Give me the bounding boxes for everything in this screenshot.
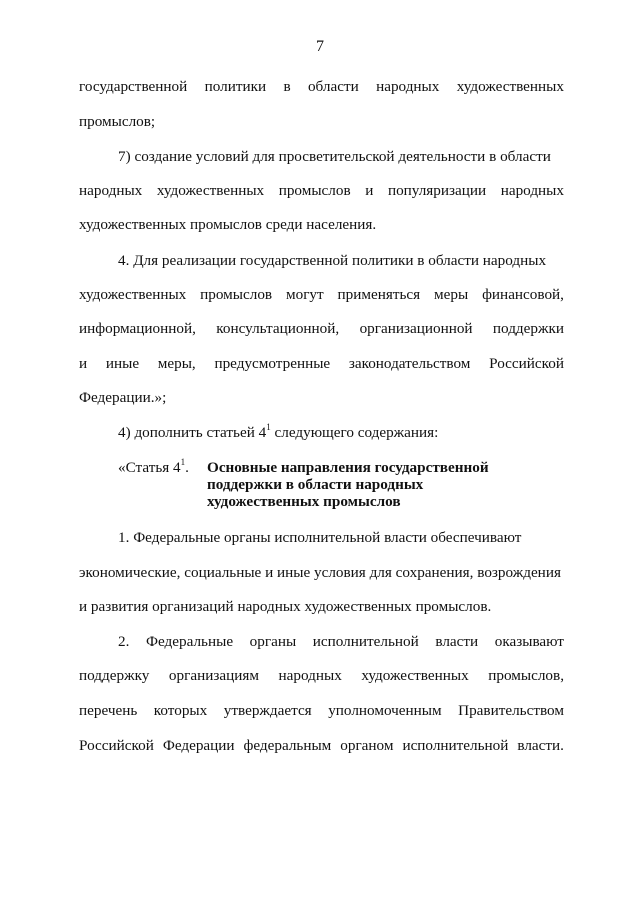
- text-line-4: [79, 182, 564, 200]
- word: поддержку: [79, 667, 150, 684]
- word: поддержки: [492, 320, 564, 337]
- word: применяться: [337, 286, 421, 303]
- word: могут: [285, 286, 324, 303]
- word: уполномоченным: [328, 702, 442, 719]
- word: власти: [435, 633, 479, 650]
- superscript: 1: [180, 457, 186, 467]
- word: Федеральные: [146, 633, 234, 650]
- word: организациям: [168, 667, 259, 684]
- word: предусмотренные: [214, 355, 331, 372]
- text-line-5: художественных промыслов среди населения.: [79, 216, 377, 233]
- text-line-18: [79, 737, 564, 755]
- article-title: [207, 459, 537, 510]
- text-line-8: [79, 320, 564, 338]
- word: Федерации: [162, 737, 235, 754]
- word: законодательством: [348, 355, 471, 372]
- word: организационной: [359, 320, 473, 337]
- article-title-line: художественных промыслов: [207, 493, 401, 510]
- word: и: [365, 182, 374, 199]
- article-label-period: .: [185, 459, 189, 476]
- word: Российской: [79, 737, 154, 754]
- word: художественных: [79, 286, 187, 303]
- text-line-15: [118, 633, 564, 651]
- word: промыслов: [200, 286, 273, 303]
- article-title-line: поддержки в области народных: [207, 476, 424, 493]
- text-line-17: [79, 702, 564, 720]
- word: перечень: [79, 702, 138, 719]
- word: художественных: [156, 182, 265, 199]
- word: меры,: [157, 355, 196, 372]
- text-line-12: 1. Федеральные органы исполнительной власти обеспечивают: [118, 529, 522, 546]
- superscript: 1: [266, 422, 271, 432]
- text-line-2: промыслов;: [79, 113, 156, 130]
- page-number: 7: [316, 38, 324, 55]
- text-line-11: [118, 424, 564, 442]
- article-label-text: «Статья 4: [118, 459, 181, 476]
- word: органом: [340, 737, 394, 754]
- word: оказывают: [494, 633, 564, 650]
- word: исполнительной: [402, 737, 509, 754]
- word: популяризации: [387, 182, 487, 199]
- text-line-16: [79, 667, 564, 685]
- word: в: [283, 78, 291, 95]
- line-11-text: 4) дополнить статьей 4: [118, 424, 267, 441]
- word: меры: [434, 286, 469, 303]
- word: исполнительной: [312, 633, 419, 650]
- word: которых: [153, 702, 208, 719]
- word: федеральным: [243, 737, 332, 754]
- line-11-text-tail: следующего содержания:: [270, 424, 439, 441]
- word: информационной,: [79, 320, 196, 337]
- word: промыслов: [278, 182, 351, 199]
- word: Правительством: [458, 702, 564, 719]
- word: художественных: [361, 667, 469, 684]
- word: народных: [278, 667, 342, 684]
- text-line-10: Федерации.»;: [79, 389, 167, 406]
- word: области: [307, 78, 359, 95]
- text-line-13: экономические, социальные и иные условия для сохранения, возрождения: [79, 564, 561, 581]
- word: народных: [500, 182, 564, 199]
- word: Российской: [489, 355, 564, 372]
- article-label: [118, 459, 189, 477]
- word: политики: [204, 78, 267, 95]
- word: художественных: [456, 78, 564, 95]
- word: органы: [249, 633, 297, 650]
- text-line-6: 4. Для реализации государственной политики в области народных: [118, 252, 547, 269]
- text-line-7: [79, 286, 564, 304]
- word: и: [79, 355, 88, 372]
- word: промыслов,: [488, 667, 564, 684]
- word: иные: [105, 355, 140, 372]
- word: финансовой,: [482, 286, 564, 303]
- text-line-1: [79, 78, 564, 96]
- word: консультационной,: [216, 320, 340, 337]
- article-title-line: Основные направления государственной: [207, 459, 489, 476]
- word: государственной: [79, 78, 188, 95]
- text-line-14: и развития организаций народных художественных промыслов.: [79, 598, 492, 615]
- word: власти.: [517, 737, 564, 754]
- text-line-9: [79, 355, 564, 373]
- word: народных: [376, 78, 440, 95]
- text-line-3: 7) создание условий для просветительской деятельности в области: [118, 148, 551, 165]
- word: народных: [79, 182, 143, 199]
- word: 2.: [118, 633, 130, 650]
- word: утверждается: [223, 702, 312, 719]
